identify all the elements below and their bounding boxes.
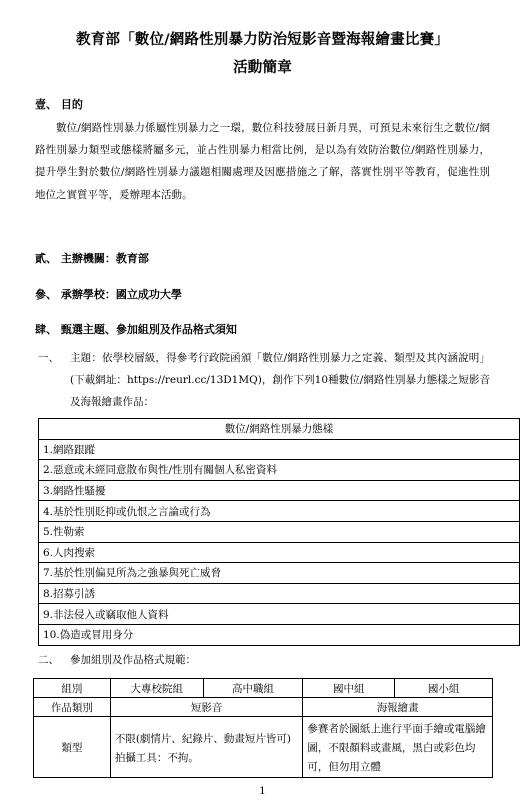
table-cell: 3.網路性騷擾 — [39, 480, 520, 501]
table-cell: 參賽者於圖紙上進行平面手繪或電腦繪圖，不限顏料或畫風，黑白或彩色均可，但勿用立體 — [303, 717, 493, 778]
table-row — [39, 419, 520, 440]
section-purpose-body: 數位/網路性別暴力係屬性別暴力之一環，數位科技發展日新月異，可預見未來衍生之數位/網路性別暴力類型或態樣將屬多元，並占性別暴力相當比例，是以為有效防治數位/網路性別暴力，提升學生對於數位/網路性別暴力議題相關處理及因應措施之了解，落實性別平等教育，促進性別地位之實質平等，爰辦理本活動。 — [35, 122, 490, 201]
table-cell: 5.性勒索 — [39, 521, 520, 542]
table-cell: 國中組 — [303, 679, 395, 698]
table-row — [39, 583, 520, 604]
table-cell: 國小組 — [395, 679, 493, 698]
item-2-text: 參加組別及作品格式規範： — [70, 654, 196, 666]
table-cell: 不限(劇情片、紀錄片、動畫短片皆可)拍攝工具：不拘。 — [110, 717, 303, 778]
table-cell: 2.惡意或未經同意散布與性/性別有關個人私密資料 — [39, 460, 520, 481]
table-cell: 7.基於性別偏見所為之強暴與死亡威脅 — [39, 563, 520, 584]
table-cell: 1.網路跟蹤 — [39, 439, 520, 460]
item-1-number: 一、 — [38, 352, 59, 364]
table-row — [34, 698, 493, 717]
section-theme-heading: 肆、 甄選主題、參加組別及作品格式須知 — [35, 323, 237, 336]
table-cell: 海報繪畫 — [303, 698, 493, 717]
table-row — [39, 624, 520, 645]
table-row — [34, 679, 493, 698]
table-cell: 高中職組 — [203, 679, 303, 698]
table-cell: 短影音 — [110, 698, 303, 717]
table-row — [39, 563, 520, 584]
table-row — [39, 480, 520, 501]
table-cell: 組別 — [34, 679, 111, 698]
document-subtitle: 活動簡章 — [233, 60, 292, 76]
table-cell: 9.非法侵入或竊取他人資料 — [39, 604, 520, 625]
table-cell: 類型 — [34, 717, 111, 778]
table-row — [39, 460, 520, 481]
table-cell: 大專校院組 — [110, 679, 203, 698]
section-purpose-heading: 壹、 目的 — [35, 98, 83, 111]
table-cell: 8.招募引誘 — [39, 583, 520, 604]
table-header: 數位/網路性別暴力態樣 — [39, 419, 520, 440]
format-table — [33, 678, 493, 778]
item-1-text: 主題：依學校層級，得參考行政院函頒「數位/網路性別暴力之定義、類型及其內涵說明」(下載網址：https://reurl.cc/13D1MQ)，創作下列10種數位/網路性別暴力態樣之短影音及海報繪畫作品： — [70, 352, 490, 409]
table-cell: 6.人肉搜索 — [39, 542, 520, 563]
page-number: 1 — [259, 785, 266, 797]
table-row — [39, 439, 520, 460]
table-row — [34, 717, 493, 778]
item-2-number: 二、 — [38, 654, 59, 666]
violence-types-table — [38, 418, 520, 646]
section-host-school-heading: 參、 承辦學校：國立成功大學 — [35, 288, 182, 301]
table-row — [39, 604, 520, 625]
table-cell: 4.基於性別貶抑或仇恨之言論或行為 — [39, 501, 520, 522]
table-cell: 作品類別 — [34, 698, 111, 717]
table-row — [39, 501, 520, 522]
table-row — [39, 521, 520, 542]
table-row — [39, 542, 520, 563]
document-title: 教育部「數位/網路性別暴力防治短影音暨海報繪畫比賽」 — [76, 32, 449, 48]
section-organizer-heading: 貳、 主辦機關：教育部 — [35, 252, 149, 265]
table-cell: 10.偽造或冒用身分 — [39, 624, 520, 645]
